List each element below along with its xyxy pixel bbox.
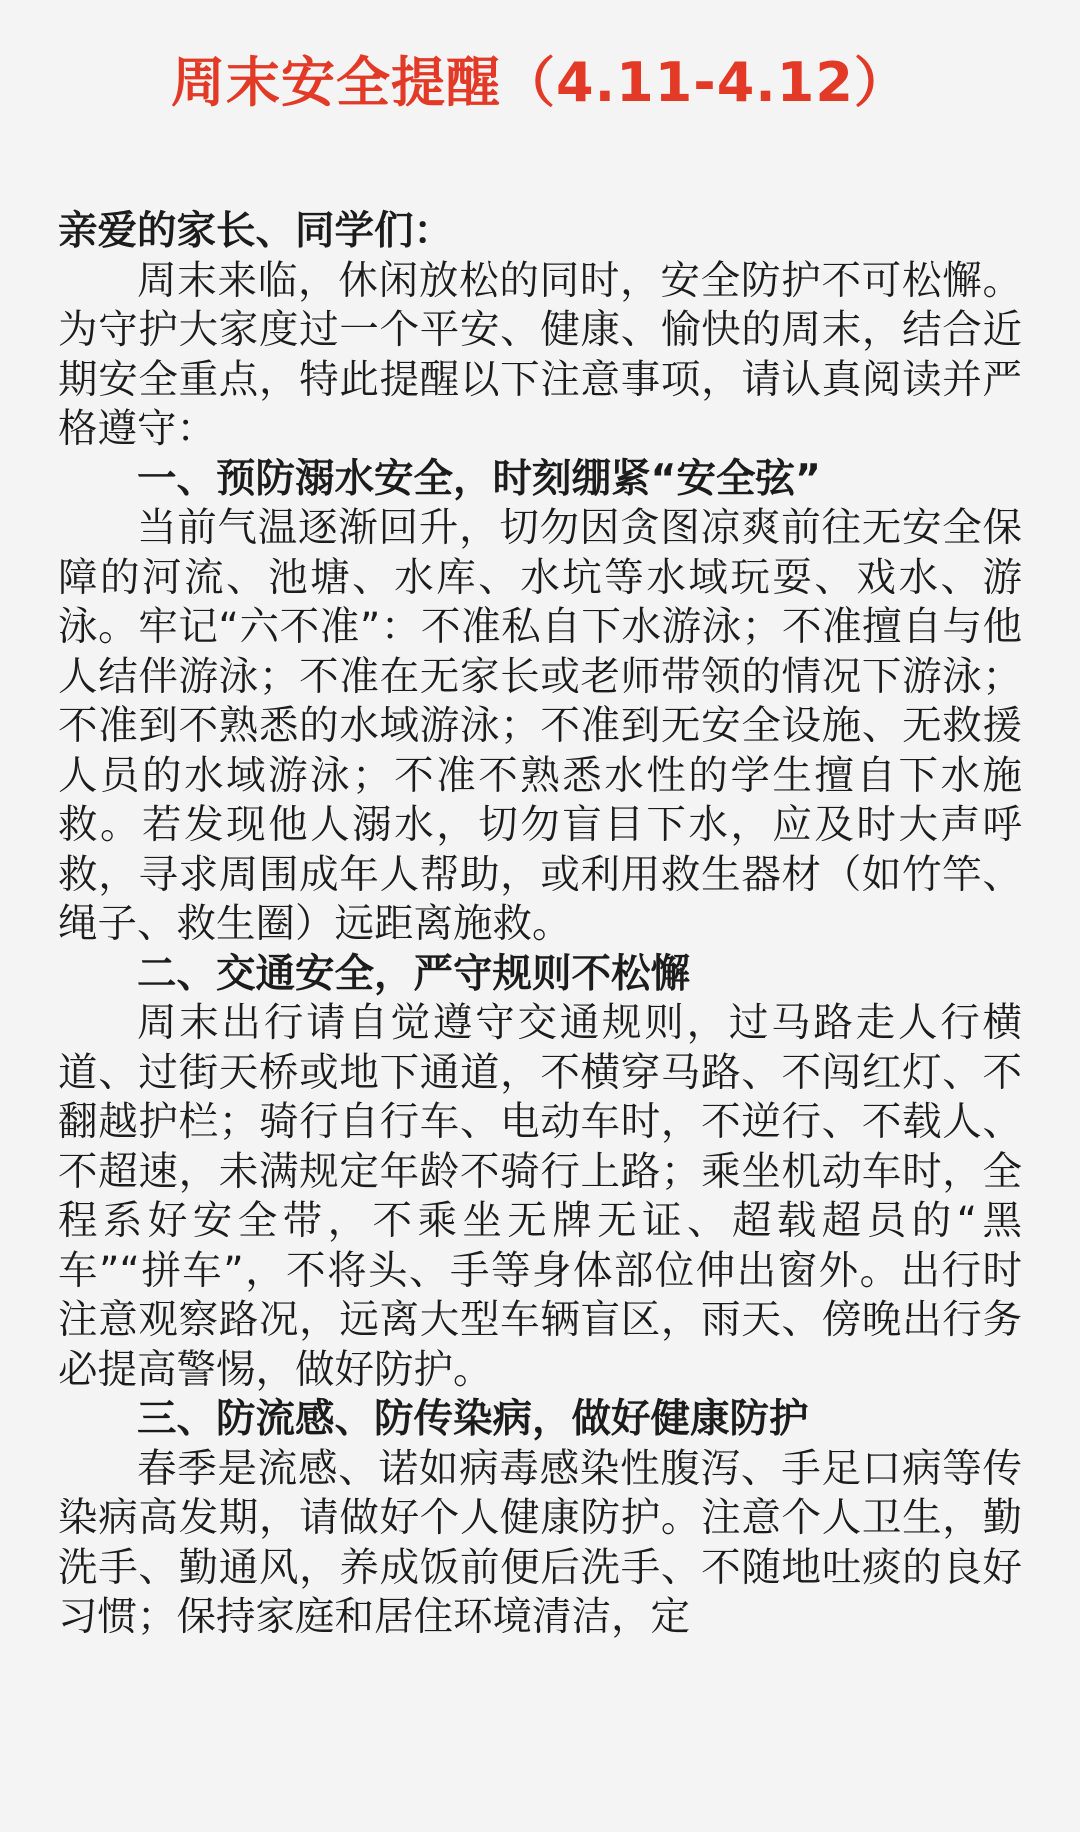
page-title: 周末安全提醒（4.11-4.12） [171, 51, 909, 114]
section-body-traffic: 周末出行请自觉遵守交通规则，过马路走人行横道、过街天桥或地下通道，不横穿马路、不闯红灯、不翻越护栏；骑行自行车、电动车时，不逆行、不载人、不超速，未满规定年龄不骑行上路；乘坐机动车时，全程系好安全带，不乘坐无牌无证、超载超员的“黑车”“拼车”，不将头、手等身体部位伸出窗外。出行时注意观察路况，远离大型车辆盲区，雨天、傍晚出行务必提高警惕，做好防护。 [58, 1000, 1022, 1393]
section-heading-health: 三、防流感、防传染病，做好健康防护 [137, 1396, 809, 1442]
intro-paragraph: 周末来临，休闲放松的同时，安全防护不可松懈。为守护大家度过一个平安、健康、愉快的周末，结合近期安全重点，特此提醒以下注意事项，请认真阅读并严格遵守： [58, 257, 1022, 452]
section-body-drowning: 当前气温逐渐回升，切勿因贪图凉爽前往无安全保障的河流、池塘、水库、水坑等水域玩耍、戏水、游泳。牢记“六不准”：不准私自下水游泳；不准擅自与他人结伴游泳；不准在无家长或老师带领的情况下游泳；不准到不熟悉的水域游泳；不准到无安全设施、无救援人员的水域游泳；不准不熟悉水性的学生擅自下水施救。若发现他人溺水，切勿盲目下水，应及时大声呼救，寻求周围成年人帮助，或利用救生器材（如竹竿、绳子、救生圈）远距离施救。 [58, 505, 1022, 947]
section-heading-traffic: 二、交通安全，严守规则不松懈 [137, 950, 690, 997]
section-heading-drowning: 一、预防溺水安全，时刻绷紧“安全弦” [137, 455, 821, 502]
greeting: 亲爱的家长、同学们： [58, 208, 453, 254]
bottom-crop-edge [0, 1826, 1080, 1832]
notice-body [58, 207, 1022, 1643]
section-body-health: 春季是流感、诺如病毒感染性腹泻、手足口病等传染病高发期，请做好个人健康防护。注意个人卫生，勤洗手、勤通风，养成饭前便后洗手、不随地吐痰的良好习惯；保持家庭和居住环境清洁，定 [58, 1445, 1022, 1640]
